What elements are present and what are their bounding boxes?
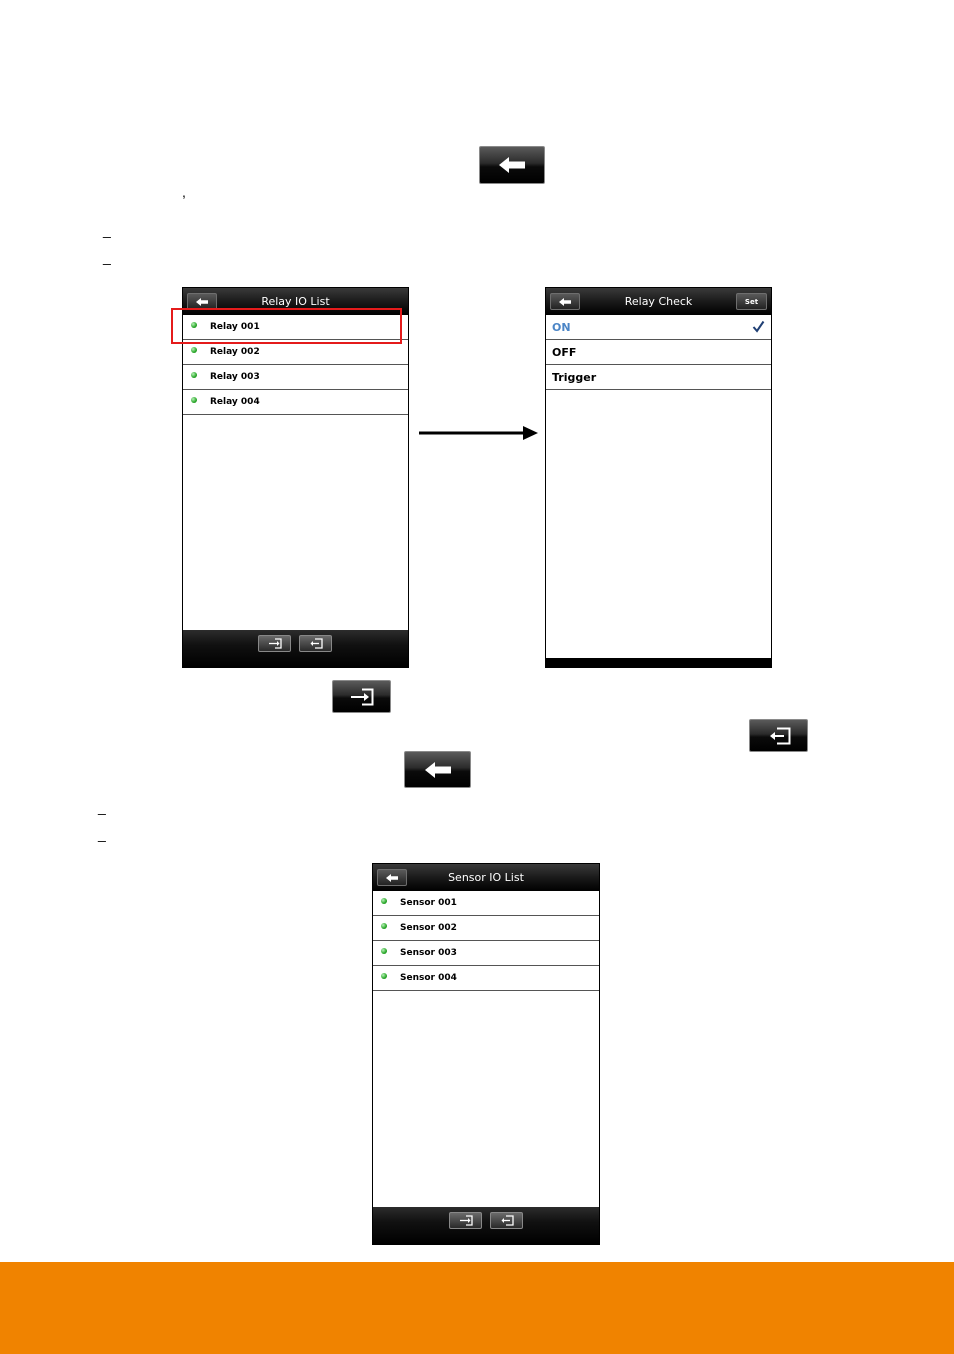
enter-button[interactable] — [449, 1212, 482, 1229]
list-item-label: Sensor 003 — [400, 948, 457, 958]
list-item-label: Relay 002 — [210, 347, 260, 357]
checkmark-icon — [752, 320, 765, 333]
relay-check-screen — [545, 287, 772, 668]
selection-highlight — [171, 308, 402, 344]
exit-icon — [309, 638, 323, 649]
list-item[interactable] — [373, 941, 599, 966]
option-label: OFF — [552, 346, 577, 359]
enter-icon — [459, 1215, 473, 1226]
exit-icon — [500, 1215, 514, 1226]
enter-button-illustration — [332, 680, 391, 713]
back-button-illustration — [479, 146, 545, 184]
exit-button[interactable] — [299, 635, 332, 652]
enter-button[interactable] — [258, 635, 291, 652]
list-item[interactable] — [183, 390, 408, 415]
status-dot-icon — [381, 923, 387, 929]
list-item-label: Sensor 002 — [400, 923, 457, 933]
status-dot-icon — [191, 347, 197, 353]
exit-button[interactable] — [490, 1212, 523, 1229]
back-button-illustration — [404, 751, 471, 788]
enter-icon — [350, 688, 374, 706]
list-item-label: Sensor 001 — [400, 898, 457, 908]
screen-title: Relay Check — [624, 295, 693, 308]
set-button-label: Set — [744, 297, 759, 306]
back-arrow-icon — [499, 157, 525, 173]
bullet-dash: _ — [98, 826, 106, 842]
list-item[interactable] — [183, 365, 408, 390]
bullet-dash: _ — [98, 799, 106, 815]
back-arrow-icon — [425, 762, 451, 778]
status-dot-icon — [191, 372, 197, 378]
status-dot-icon — [191, 397, 197, 403]
exit-button-illustration — [749, 719, 808, 752]
enter-icon — [268, 638, 282, 649]
status-dot-icon — [381, 948, 387, 954]
list-item-label: Sensor 004 — [400, 973, 457, 983]
relay-io-list-screen — [182, 287, 409, 668]
title-bar — [373, 864, 599, 891]
list-item[interactable] — [373, 891, 599, 916]
option-on[interactable] — [546, 315, 771, 340]
exit-icon — [767, 727, 791, 745]
comma-mark: , — [182, 184, 186, 200]
page-footer-band — [0, 1262, 954, 1354]
bullet-dash: _ — [103, 222, 111, 238]
option-label: ON — [552, 321, 571, 334]
list-item-label: Relay 004 — [210, 397, 260, 407]
option-trigger[interactable] — [546, 365, 771, 390]
bottom-toolbar — [183, 630, 408, 667]
bottom-strip — [546, 658, 771, 667]
bottom-toolbar — [373, 1207, 599, 1244]
status-dot-icon — [381, 973, 387, 979]
option-label: Trigger — [552, 371, 597, 384]
list-item[interactable] — [373, 916, 599, 941]
set-button[interactable] — [736, 293, 767, 310]
right-arrow-icon — [419, 425, 539, 441]
status-dot-icon — [381, 898, 387, 904]
list-item-label: Relay 001 — [210, 322, 260, 332]
list-item-label: Relay 003 — [210, 372, 260, 382]
screen-title: Sensor IO List — [448, 871, 524, 884]
list-item[interactable] — [373, 966, 599, 991]
option-off[interactable] — [546, 340, 771, 365]
title-bar — [546, 288, 771, 315]
sensor-io-list-screen — [372, 863, 600, 1245]
screen-title: Relay IO List — [261, 295, 330, 308]
bullet-dash: _ — [103, 249, 111, 265]
